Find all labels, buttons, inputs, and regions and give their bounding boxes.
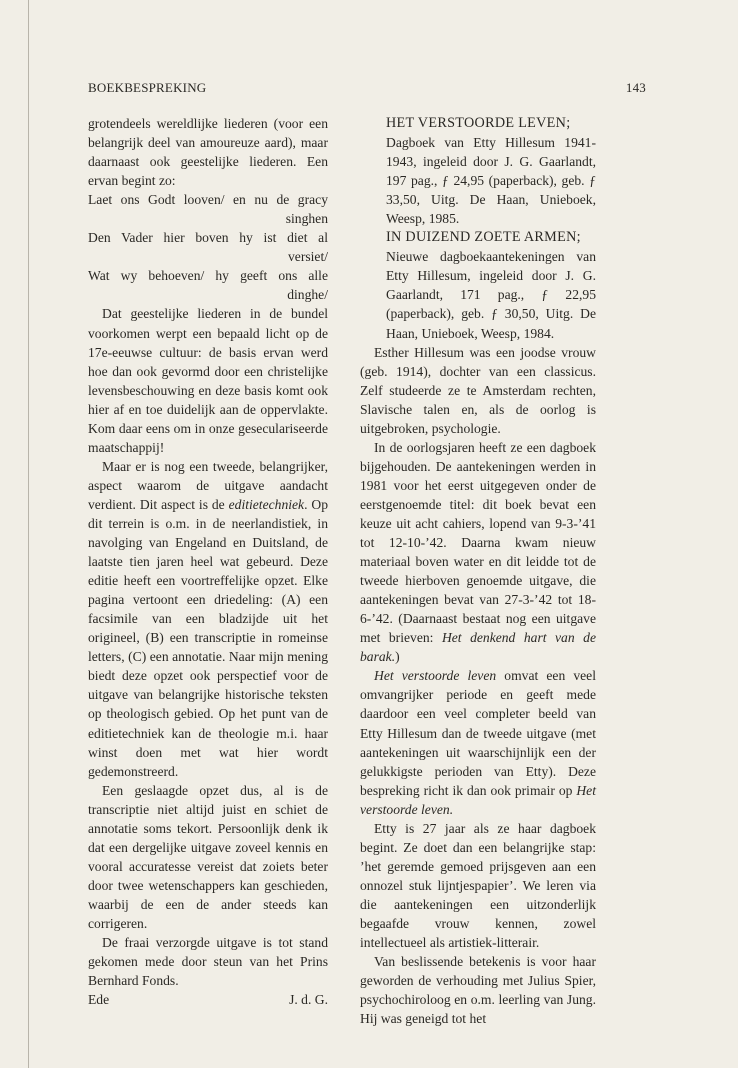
page-binding-edge	[28, 0, 29, 1068]
page-number: 143	[625, 80, 646, 95]
paragraph	[88, 457, 328, 781]
book-details: Nieuwe dagboekaantekeningen van Etty Hillesum, ingeleid door J. G. Gaarlandt, 171 pag., ƒ 22,95 (paperback), geb. ƒ 30,50, Uitg. De Haan, Unieboek, Weesp, 1984.	[386, 249, 596, 341]
signature	[88, 990, 328, 1009]
text-run: omvat een veel omvangrijker periode en geeft mede daardoor een veel completer beeld van Etty Hillesum dan de tweede uitgave (met aantekeningen uit waarschijnlijk een der gelukkigste perioden van Etty). Deze bespreking richt ik dan ook primair op	[360, 668, 596, 798]
verse-line-continuation: dinghe/	[287, 287, 328, 303]
paragraph: Esther Hillesum was een joodse vrouw (geb. 1914), dochter van een classicus. Zelf studeerde ze te Amsterdam rechten, Slavische talen en, als de oorlog is uitgebroken, psychologie.	[360, 344, 596, 436]
signature-place: Ede	[88, 992, 110, 1008]
paragraph: Van beslissende betekenis is voor haar geworden de verhouding met Julius Spier, psychochiroloog en o.m. leerling van Jung. Hij was geneigd tot het	[360, 954, 596, 1027]
right-column	[360, 114, 596, 1028]
verse-line: Den Vader hier boven hy ist diet al	[88, 230, 328, 246]
verse-line: Wat wy behoeven/ hy geeft ons alle	[88, 268, 328, 284]
text-run: In de oorlogsjaren heeft ze een dagboek bijgehouden. De aantekeningen werden in 1981 voor het eerst uitgegeven onder de eerstgenoemde titel: dit boek bevat een keuze uit acht cahiers, lopend van 9-3-’41 tot 12-10-’42. Daarna kwam nieuw materiaal boven water en dit leidde tot de tweede hierboven genoemde uitgave, die aantekeningen bevat van 27-3-’42 tot 18-6-’42. (Daarnaast bestaat nog een uitgave met brieven:	[360, 439, 596, 646]
text-run: Maar er is nog een tweede, belangrijker, aspect waarom de uitgave aandacht verdient. Dit aspect is de	[88, 458, 328, 512]
text-run: . Op dit terrein is o.m. in de neerlandistiek, in navolging van Engeland en Duitsland, de laatste tien jaren heel wat gebeurd. Deze editie heeft een voortreffelijke opzet. Elke pagina vertoont een driedeling: (A) een facsimile van een bladzijde uit het origineel, (B) een transcriptie in romeinse letters, (C) een annotatie. Naar mijn mening biedt deze opzet ook perspectief voor de uitgave van belangrijke historische teksten op theologisch gebied. Op het punt van de editietechniek kan de theologie m.i. haar winst doen met wat hier wordt gedemonstreerd.	[88, 496, 328, 779]
book-reference	[386, 114, 596, 228]
section-title: BOEKBESPREKING	[88, 80, 207, 95]
verse-line-continuation: versiet/	[287, 249, 328, 265]
emphasis: Het verstoorde leven	[374, 668, 497, 684]
verse-line: Laet ons Godt looven/ en nu de gracy	[88, 192, 328, 208]
text-run: )	[395, 649, 400, 665]
paragraph	[360, 438, 596, 667]
left-column	[88, 114, 328, 1009]
book-title: HET VERSTOORDE LEVEN;	[386, 115, 571, 131]
signature-initials: J. d. G.	[289, 992, 328, 1008]
paragraph: Etty is 27 jaar als ze haar dagboek begint. Ze doet dan een belangrijke stap: ’het geremde gemoed prijsgeven aan een onnozel stuk lijntjespapier’. We leren via die aantekeningen een uitzonderlijk begaafde vrouw kennen, zowel intellectueel als artistiek-litterair.	[360, 820, 596, 951]
paragraph: Een geslaagde opzet dus, al is de transcriptie niet altijd juist en schiet de annotatie soms tekort. Persoonlijk denk ik dat een dergelijke uitgave zoveel kennis en vooral accuratesse vereist dat zoiets beter door twee wetenschappers kan geschieden, waarbij de een de ander steeds kan corrigeren.	[88, 782, 328, 931]
emphasis: Het verstoorde leven.	[360, 782, 596, 817]
book-title: IN DUIZEND ZOETE ARMEN;	[386, 229, 581, 246]
emphasis: editietechniek	[228, 496, 305, 512]
paragraph: Dat geestelijke liederen in de bundel voorkomen werpt een bepaald licht op de 17e-eeuwse cultuur: de basis ervan werd hoe dan ook gevormd door een christelijke levensbeschouwing en deze basis komt ook hier af en toe duidelijk aan de oppervlakte. Kom daar eens om in onze geseculariseerde maatschappij!	[88, 306, 328, 455]
emphasis: Het denkend hart van de barak.	[360, 630, 596, 665]
quoted-verse	[88, 190, 328, 304]
paragraph: grotendeels wereldlijke liederen (voor een belangrijk deel van amoureuze aard), maar daarnaast ook geestelijke liederen. Een ervan begint zo:	[88, 116, 328, 189]
verse-line-continuation: singhen	[285, 211, 328, 227]
book-details: Dagboek van Etty Hillesum 1941-1943, ingeleid door J. G. Gaarlandt, 197 pag., ƒ 24,95 (paperback), geb. ƒ 33,50, Uitg. De Haan, Unieboek, Weesp, 1985.	[386, 135, 596, 227]
paragraph	[360, 666, 596, 818]
paragraph: De fraai verzorgde uitgave is tot stand gekomen mede door steun van het Prins Bernhard Fonds.	[88, 935, 328, 989]
book-reference	[386, 228, 596, 342]
